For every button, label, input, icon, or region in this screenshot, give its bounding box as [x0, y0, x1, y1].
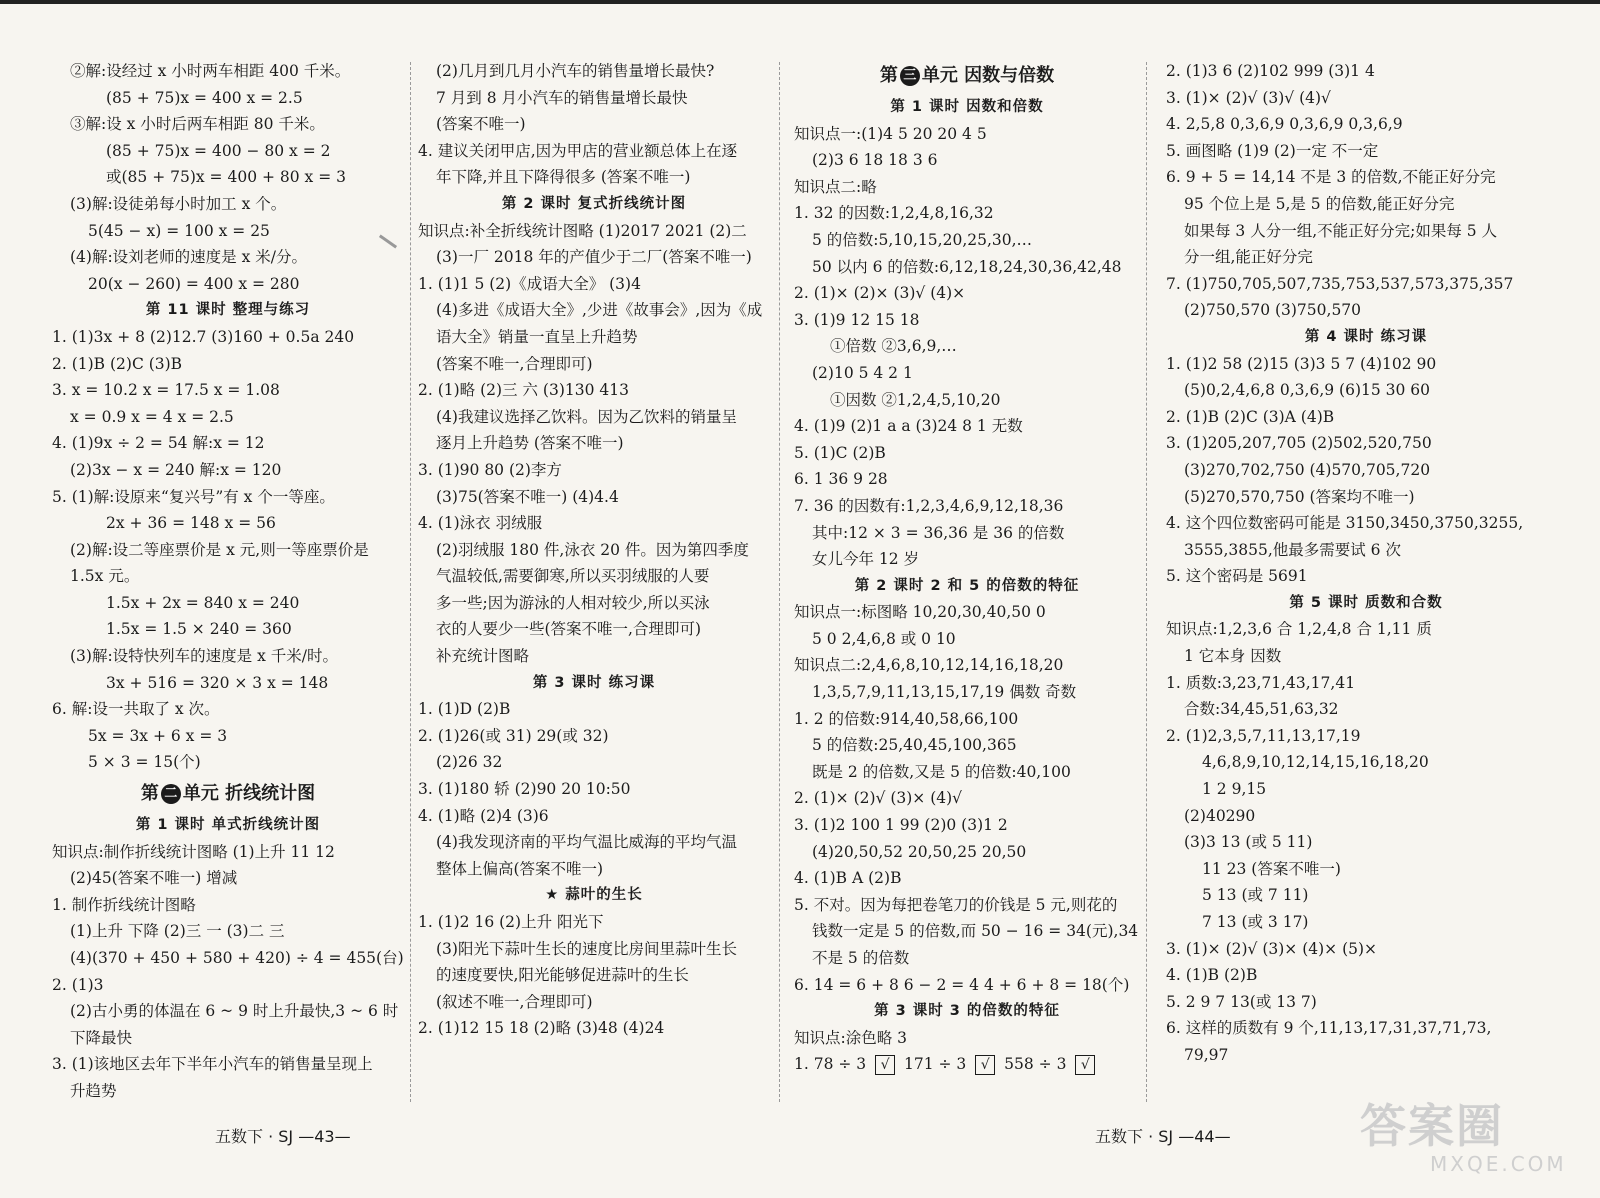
answer-line: 知识点:补全折线统计图略 (1)2017 2021 (2)二	[418, 221, 747, 240]
answer-line: (2)750,570 (3)750,570	[1184, 301, 1362, 320]
answer-column-1	[52, 58, 404, 1105]
check-box-icon: √	[1075, 1055, 1095, 1075]
answer-line: 知识点二:2,4,6,8,10,12,14,16,18,20	[794, 656, 1064, 675]
answer-line: (2)解:设二等座票价是 x 元,则一等座票价是	[70, 540, 369, 559]
answer-line: 5x = 3x + 6 x = 3	[88, 726, 228, 745]
answer-line: 79,97	[1184, 1045, 1229, 1064]
answer-line: 或(85 + 75)x = 400 + 80 x = 3	[106, 168, 346, 187]
lesson-heading: 第 2 课时 复式折线统计图	[501, 195, 687, 212]
answer-line: 2. (1)B (2)C (3)B	[52, 354, 183, 373]
answer-line: 1.5x 元。	[70, 567, 140, 586]
answer-line: (2)羽绒服 180 件,泳衣 20 件。因为第四季度	[436, 540, 749, 559]
lesson-heading: 第 5 课时 质数和合数	[1289, 594, 1443, 611]
lesson-heading: 第 2 课时 2 和 5 的倍数的特征	[854, 577, 1080, 594]
answer-line: 5 × 3 = 15(个)	[88, 753, 201, 772]
answer-line: 95 个位上是 5,是 5 的倍数,能正好分完	[1184, 194, 1455, 213]
answer-line: 2x + 36 = 148 x = 56	[106, 514, 276, 533]
answer-line: 2. (1)2,3,5,7,11,13,17,19	[1166, 726, 1361, 745]
answer-column-2	[418, 58, 770, 1042]
answer-line: (4)我建议选择乙饮料。因为乙饮料的销量呈	[436, 407, 737, 426]
answer-line: (5)270,570,750 (答案均不唯一)	[1184, 487, 1415, 506]
answer-line: (85 + 75)x = 400 x = 2.5	[106, 88, 303, 107]
answer-line: 5. 2 9 7 13(或 13 7)	[1166, 992, 1317, 1011]
answer-line: 4. 建议关闭甲店,因为甲店的营业额总体上在逐	[418, 141, 738, 160]
answer-line: 3x + 516 = 320 × 3 x = 148	[106, 673, 329, 692]
answer-line: 女儿今年 12 岁	[812, 550, 920, 569]
answer-line: 2. (1)12 15 18 (2)略 (3)48 (4)24	[418, 1019, 665, 1038]
column-divider	[410, 62, 411, 1102]
answer-line: 3. (1)× (2)√ (3)× (4)× (5)×	[1166, 939, 1378, 958]
answer-line: (3)阳光下蒜叶生长的速度比房间里蒜叶生长	[436, 939, 737, 958]
answer-line: 3. x = 10.2 x = 17.5 x = 1.08	[52, 381, 280, 400]
answer-line: 知识点一:(1)4 5 20 20 4 5	[794, 124, 987, 143]
unit-title: 第 二 单元 折线统计图	[140, 783, 316, 805]
answer-line: 1. 2 的倍数:914,40,58,66,100	[794, 709, 1019, 728]
answer-line: (2)45(答案不唯一) 增减	[70, 869, 238, 888]
answer-line: 合数:34,45,51,63,32	[1184, 700, 1339, 719]
answer-line: 3. (1)2 100 1 99 (2)0 (3)1 2	[794, 816, 1008, 835]
answer-line: 语大全》销量一直呈上升趋势	[436, 327, 638, 346]
answer-line: 下降最快	[70, 1028, 133, 1047]
answer-line: 1. 32 的因数:1,2,4,8,16,32	[794, 204, 994, 223]
answer-line: 4. 2,5,8 0,3,6,9 0,3,6,9 0,3,6,9	[1166, 115, 1403, 134]
answer-line: 6. 解:设一共取了 x 次。	[52, 700, 220, 719]
answer-line: 其中:12 × 3 = 36,36 是 36 的倍数	[812, 523, 1065, 542]
answer-line: 3. (1)9 12 15 18	[794, 310, 920, 329]
answer-line: 知识点一:标图略 10,20,30,40,50 0	[794, 603, 1046, 622]
answer-column-3	[794, 58, 1140, 1078]
answer-line: (5)0,2,4,6,8 0,3,6,9 (6)15 30 60	[1184, 381, 1431, 400]
answer-line: 3. (1)该地区去年下半年小汽车的销售量呈现上	[52, 1055, 373, 1074]
answer-line: 如果每 3 人分一组,不能正好分完;如果每 5 人	[1184, 221, 1498, 240]
answer-line: 5. 这个密码是 5691	[1166, 567, 1308, 586]
answer-line: 既是 2 的倍数,又是 5 的倍数:40,100	[812, 762, 1071, 781]
answer-line: 知识点:制作折线统计图略 (1)上升 11 12	[52, 842, 335, 861]
lesson-heading: 第 3 课时 3 的倍数的特征	[874, 1003, 1060, 1020]
answer-line: 4. (1)B (2)B	[1166, 966, 1258, 985]
answer-line: 1,3,5,7,9,11,13,15,17,19 偶数 奇数	[812, 683, 1077, 702]
answer-line: (3)解:设徒弟每小时加工 x 个。	[70, 194, 287, 213]
answer-line: 2. (1)略 (2)三 六 (3)130 413	[418, 381, 629, 400]
answer-line: 2. (1)26(或 31) 29(或 32)	[418, 726, 609, 745]
check-box-icon: √	[975, 1055, 995, 1075]
answer-line: 气温较低,需要御寒,所以买羽绒服的人要	[436, 567, 710, 586]
answer-line: (4)我发现济南的平均气温比威海的平均气温	[436, 833, 737, 852]
answer-line: 知识点:涂色略 3	[794, 1028, 908, 1047]
answer-line: 1. (1)2 16 (2)上升 阳光下	[418, 913, 604, 931]
answer-line: 2. (1)B (2)C (3)A (4)B	[1166, 407, 1335, 426]
answer-line: 7. (1)750,705,507,735,753,537,573,375,357	[1166, 274, 1514, 293]
answer-line: 3. (1)205,207,705 (2)502,520,750	[1166, 434, 1432, 453]
answer-line: 衣的人要少一些(答案不唯一,合理即可)	[436, 620, 702, 639]
answer-line: 1. 质数:3,23,71,43,17,41	[1166, 673, 1356, 692]
answer-line: 6. 9 + 5 = 14,14 不是 3 的倍数,不能正好分完	[1166, 168, 1496, 187]
answer-line: 分一组,能正好分完	[1184, 248, 1313, 267]
lesson-heading: ★ 蒜叶的生长	[545, 887, 643, 904]
answer-line: 4. (1)9x ÷ 2 = 54 解:x = 12	[52, 434, 265, 453]
column-divider	[1146, 62, 1147, 1102]
answer-line: 4. (1)略 (2)4 (3)6	[418, 806, 549, 825]
answer-line: 4,6,8,9,10,12,14,15,16,18,20	[1202, 753, 1429, 772]
unit-title: 第 三 单元 因数与倍数	[879, 65, 1055, 86]
answer-line: (叙述不唯一,合理即可)	[436, 992, 593, 1011]
lesson-heading: 第 1 课时 因数和倍数	[890, 99, 1044, 115]
answer-line: ③解:设 x 小时后两车相距 80 千米。	[70, 115, 325, 134]
answer-line: 5 13 (或 7 11)	[1202, 886, 1309, 905]
answer-line: (3)一厂 2018 年的产值少于二厂(答案不唯一)	[436, 248, 752, 267]
answer-line: 知识点二:略	[794, 177, 877, 196]
lesson-heading: 第 11 课时 整理与练习	[145, 302, 311, 319]
watermark-url: MXQE.COM	[1430, 1152, 1567, 1176]
answer-line: 3. (1)90 80 (2)李方	[418, 460, 562, 479]
answer-line: 7 月到 8 月小汽车的销售量增长最快	[436, 88, 688, 107]
answer-line: (2)古小勇的体温在 6 ~ 9 时上升最快,3 ~ 6 时	[70, 1002, 399, 1021]
answer-line: 2. (1)× (2)× (3)√ (4)×	[794, 284, 966, 303]
answer-line: 1. (1)1 5 (2)《成语大全》 (3)4	[418, 274, 641, 293]
answer-line: 的速度要快,阳光能够促进蒜叶的生长	[436, 966, 689, 985]
page-gutter-divider	[779, 62, 780, 1102]
answer-line: 20(x − 260) = 400 x = 280	[88, 274, 300, 293]
lesson-heading: 第 3 课时 练习课	[532, 674, 656, 691]
answer-line: 5 0 2,4,6,8 或 0 10	[812, 629, 956, 648]
answer-line: (2)10 5 4 2 1	[812, 363, 913, 382]
answer-line: 1.5x = 1.5 × 240 = 360	[106, 620, 292, 639]
answer-line: 3. (1)× (2)√ (3)√ (4)√	[1166, 88, 1331, 107]
answer-line: 1. 制作折线统计图略	[52, 895, 196, 914]
answer-line: 升趋势	[70, 1081, 117, 1100]
answer-column-4	[1166, 58, 1566, 1069]
lesson-heading: 第 4 课时 练习课	[1304, 328, 1428, 345]
answer-line: 5 的倍数:5,10,15,20,25,30,…	[812, 230, 1033, 249]
answer-line: 4. 这个四位数密码可能是 3150,3450,3750,3255,	[1166, 514, 1524, 533]
check-box-icon: √	[875, 1055, 895, 1075]
answer-line: (2)40290	[1184, 806, 1256, 825]
answer-line: 逐月上升趋势 (答案不唯一)	[436, 434, 624, 453]
answer-line: 2. (1)3	[52, 975, 104, 994]
answer-line: 不是 5 的倍数	[812, 949, 910, 967]
unit-number-badge: 二	[161, 784, 181, 804]
answer-line: (答案不唯一,合理即可)	[436, 354, 593, 373]
top-border	[0, 0, 1600, 4]
answer-line: 整体上偏高(答案不唯一)	[436, 859, 604, 878]
answer-line: ②解:设经过 x 小时两车相距 400 千米。	[70, 62, 351, 80]
answer-line: (3)解:设特快列车的速度是 x 千米/时。	[70, 647, 338, 666]
answer-line: 1. (1)3x + 8 (2)12.7 (3)160 + 0.5a 240	[52, 327, 355, 346]
answer-line: 3. (1)180 轿 (2)90 20 10:50	[418, 780, 631, 799]
answer-line: 1 它本身 因数	[1184, 647, 1282, 666]
answer-line: (4)(370 + 450 + 580 + 420) ÷ 4 = 455(台)	[70, 949, 404, 967]
footer-page-44: 五数下 · SJ —44—	[1095, 1127, 1231, 1146]
answer-line: (2)3x − x = 240 解:x = 120	[70, 460, 282, 479]
answer-line: 4. (1)9 (2)1 a a (3)24 8 1 无数	[794, 417, 1023, 436]
answer-line: 6. 1 36 9 28	[794, 470, 888, 489]
answer-line: (4)解:设刘老师的速度是 x 米/分。	[70, 248, 307, 267]
answer-line: 钱数一定是 5 的倍数,而 50 − 16 = 34(元),34	[812, 922, 1139, 941]
answer-line: 6. 这样的质数有 9 个,11,13,17,31,37,71,73,	[1166, 1019, 1492, 1038]
answer-line: (2)3 6 18 18 3 6	[812, 151, 938, 170]
answer-line: 知识点:1,2,3,6 合 1,2,4,8 合 1,11 质	[1166, 620, 1432, 639]
answer-line: (4)多进《成语大全》,少进《故事会》,因为《成	[436, 301, 763, 320]
answer-line: (3)270,702,750 (4)570,705,720	[1184, 460, 1431, 479]
answer-line: 年下降,并且下降得很多 (答案不唯一)	[436, 168, 691, 187]
answer-line: 7 13 (或 3 17)	[1202, 913, 1309, 931]
answer-line: x = 0.9 x = 4 x = 2.5	[70, 407, 234, 426]
answer-line: 50 以内 6 的倍数:6,12,18,24,30,36,42,48	[812, 257, 1122, 276]
lesson-heading: 第 1 课时 单式折线统计图	[135, 817, 321, 834]
answer-line: (3)75(答案不唯一) (4)4.4	[436, 487, 619, 506]
answer-line: (答案不唯一)	[436, 115, 526, 134]
answer-line: 2. (1)3 6 (2)102 999 (3)1 4	[1166, 62, 1375, 80]
answer-line: (3)3 13 (或 5 11)	[1184, 833, 1313, 852]
answer-line: 补充统计图略	[436, 647, 530, 666]
answer-line: ①因数 ②1,2,4,5,10,20	[830, 390, 1001, 409]
answer-line: 5. (1)C (2)B	[794, 443, 886, 462]
answer-line: 5 的倍数:25,40,45,100,365	[812, 736, 1017, 755]
answer-line: 5. 不对。因为每把卷笔刀的价钱是 5 元,则花的	[794, 895, 1118, 914]
answer-line: 多一些;因为游泳的人相对较少,所以买泳	[436, 593, 710, 612]
answer-line: 1.5x + 2x = 840 x = 240	[106, 593, 300, 612]
answer-line: 7. 36 的因数有:1,2,3,4,6,9,12,18,36	[794, 496, 1064, 515]
answer-line: (2)26 32	[436, 753, 503, 772]
answer-line: 4. (1)泳衣 羽绒服	[418, 514, 543, 533]
answer-line: (4)20,50,52 20,50,25 20,50	[812, 842, 1027, 861]
answer-line: 5. (1)解:设原来“复兴号”有 x 个一等座。	[52, 487, 335, 506]
answer-line: 3555,3855,他最多需要试 6 次	[1184, 540, 1401, 559]
answer-line: 6. 14 = 6 + 8 6 − 2 = 4 4 + 6 + 8 = 18(个)	[794, 975, 1130, 994]
answer-line: 1 2 9,15	[1202, 780, 1267, 799]
answer-line: 5. 画图略 (1)9 (2)一定 不一定	[1166, 141, 1379, 160]
answer-line: 1. 78 ÷ 3 √ 171 ÷ 3 √ 558 ÷ 3 √	[794, 1051, 1140, 1078]
answer-line: 5(45 − x) = 100 x = 25	[88, 221, 270, 240]
answer-line: (1)上升 下降 (2)三 一 (3)二 三	[70, 922, 285, 941]
answer-line: 1. (1)2 58 (2)15 (3)3 5 7 (4)102 90	[1166, 354, 1437, 373]
watermark-logo	[1360, 1100, 1592, 1192]
answer-line: (2)几月到几月小汽车的销售量增长最快?	[436, 62, 715, 80]
answer-line: 1. (1)D (2)B	[418, 700, 511, 719]
watermark-text: 答案圈	[1360, 1099, 1504, 1153]
answer-line: ①倍数 ②3,6,9,…	[830, 337, 957, 356]
footer-page-43: 五数下 · SJ —43—	[215, 1127, 351, 1146]
answer-line: (85 + 75)x = 400 − 80 x = 2	[106, 141, 331, 160]
answer-line: 11 23 (答案不唯一)	[1202, 859, 1341, 878]
unit-number-badge: 三	[900, 66, 920, 86]
answer-line: 4. (1)B A (2)B	[794, 869, 902, 888]
answer-line: 2. (1)× (2)√ (3)× (4)√	[794, 789, 963, 808]
